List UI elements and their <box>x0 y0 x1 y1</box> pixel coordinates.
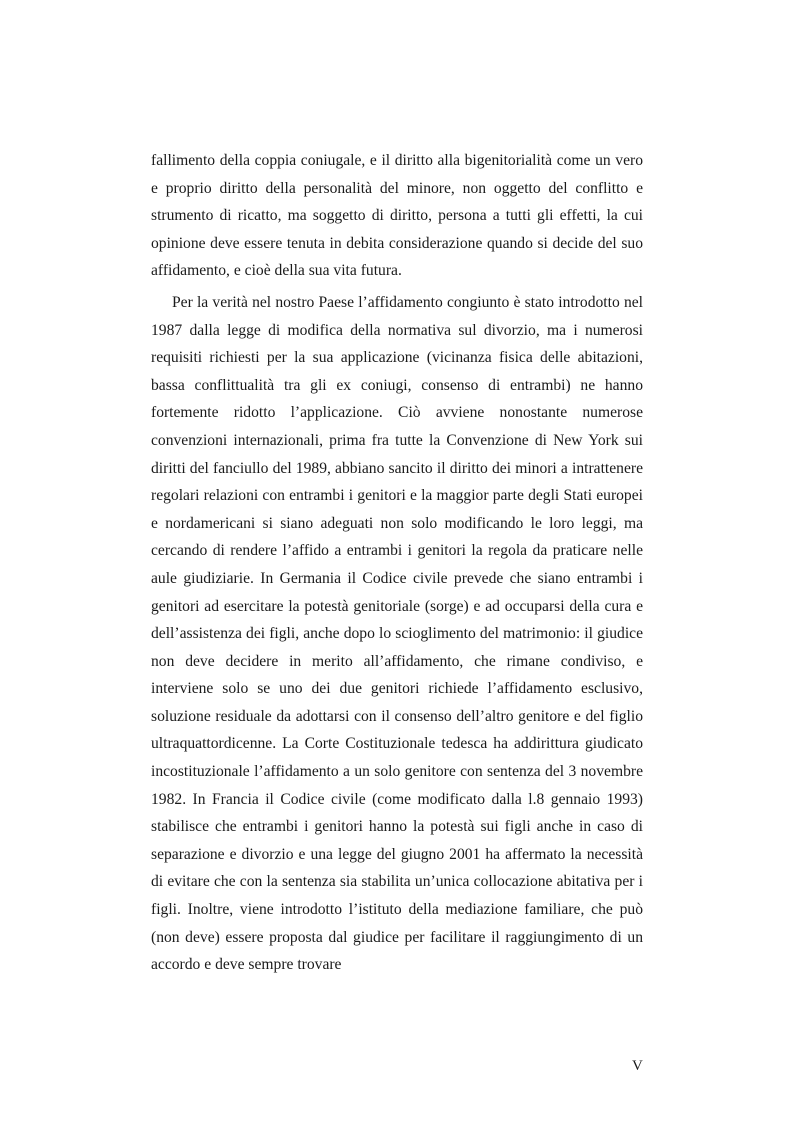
body-text <box>151 147 643 979</box>
page-number: V <box>632 1058 643 1074</box>
paragraph-affidamento-congiunto: Per la verità nel nostro Paese l’affidamento congiunto è stato introdotto nel 1987 dalla legge di modifica della normativa sul divorzio, ma i numerosi requisiti richiesti per la sua applicazione (vicinanza fisica delle abitazioni, bassa conflittualità tra gli ex coniugi, consenso di entrambi) ne hanno fortemente ridotto l’applicazione. Ciò avviene nonostante numerose convenzioni internazionali, prima fra tutte la Convenzione di New York sui diritti del fanciullo del 1989, abbiano sancito il diritto dei minori a intrattenere regolari relazioni con entrambi i genitori e la maggior parte degli Stati europei e nordamericani si siano adeguati non solo modificando le loro leggi, ma cercando di rendere l’affido a entrambi i genitori la regola da praticare nelle aule giudiziarie. In Germania il Codice civile prevede che siano entrambi i genitori ad esercitare la potestà genitoriale (sorge) e ad occuparsi della cura e dell’assistenza dei figli, anche dopo lo scioglimento del matrimonio: il giudice non deve decidere in merito all’affidamento, che rimane condiviso, e interviene solo se uno dei due genitori richiede l’affidamento esclusivo, soluzione residuale da adottarsi con il consenso dell’altro genitore e del figlio ultraquattordicenne. La Corte Costituzionale tedesca ha addirittura giudicato incostituzionale l’affidamento a un solo genitore con sentenza del 3 novembre 1982. In Francia il Codice civile (come modificato dalla l.8 gennaio 1993) stabilisce che entrambi i genitori hanno la potestà sui figli anche in caso di separazione e divorzio e una legge del giugno 2001 ha affermato la necessità di evitare che con la sentenza sia stabilita un’unica collocazione abitativa per i figli. Inoltre, viene introdotto l’istituto della mediazione familiare, che può (non deve) essere proposta dal giudice per facilitare il raggiungimento di un accordo e deve sempre trovare <box>151 293 643 974</box>
paragraph-continuation: fallimento della coppia coniugale, e il diritto alla bigenitorialità come un vero e proprio diritto della personalità del minore, non oggetto del conflitto e strumento di ricatto, ma soggetto di diritto, persona a tutti gli effetti, la cui opinione deve essere tenuta in debita considerazione quando si decide del suo affidamento, e cioè della sua vita futura. <box>151 152 643 280</box>
